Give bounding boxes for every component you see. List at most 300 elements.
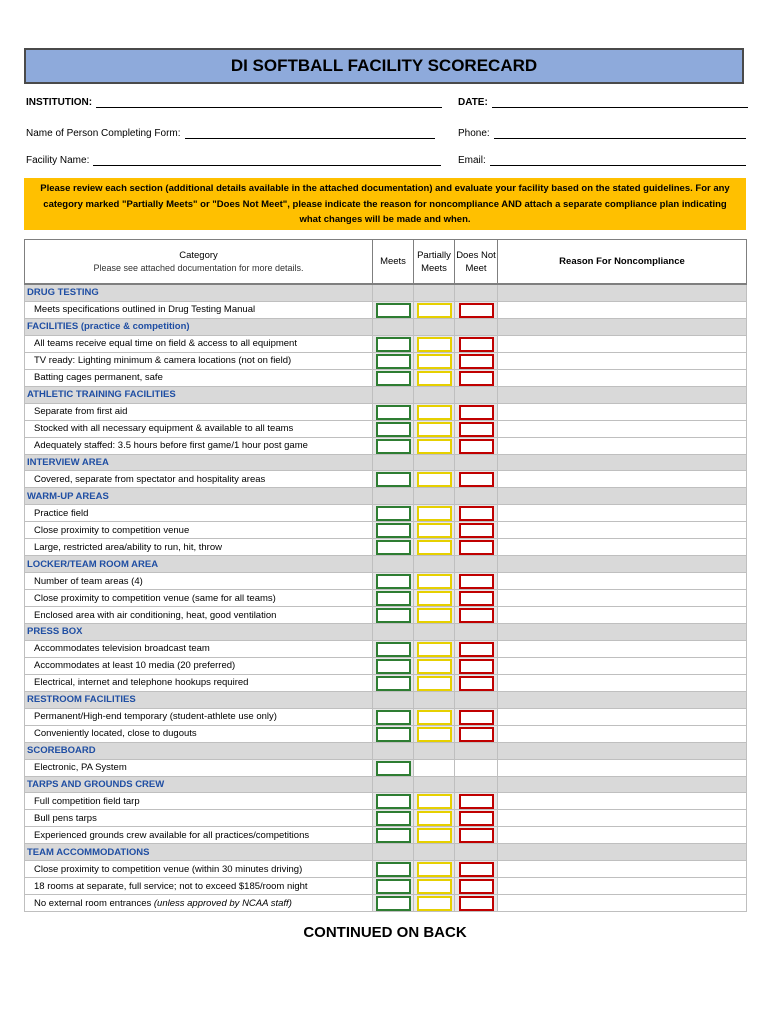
does-not-meet-checkbox[interactable] xyxy=(459,574,494,589)
reason-input-cell[interactable] xyxy=(498,590,747,607)
institution-field xyxy=(26,97,442,108)
section-empty-cell xyxy=(455,386,498,403)
section-empty-cell xyxy=(414,691,455,708)
page-title: DI SOFTBALL FACILITY SCORECARD xyxy=(24,48,744,84)
item-label-cell xyxy=(25,793,373,810)
does-not-meet-checkbox[interactable] xyxy=(459,337,494,352)
partially-meets-checkbox[interactable] xyxy=(417,354,452,369)
section-empty-cell xyxy=(373,386,414,403)
meets-checkbox[interactable] xyxy=(376,811,411,826)
rating-cell xyxy=(373,335,414,352)
section-row xyxy=(25,556,747,573)
does-not-meet-checkbox[interactable] xyxy=(459,439,494,454)
partially-meets-checkbox[interactable] xyxy=(417,896,452,911)
rating-cell xyxy=(414,352,455,369)
reason-input-cell[interactable] xyxy=(498,301,747,318)
meets-checkbox[interactable] xyxy=(376,506,411,521)
section-empty-cell xyxy=(373,488,414,505)
section-empty-cell xyxy=(498,691,747,708)
meets-checkbox[interactable] xyxy=(376,439,411,454)
section-empty-cell xyxy=(414,844,455,861)
section-empty-cell xyxy=(455,624,498,641)
section-row xyxy=(25,691,747,708)
section-empty-cell xyxy=(414,776,455,793)
partially-meets-checkbox[interactable] xyxy=(417,794,452,809)
item-label-cell xyxy=(25,590,373,607)
section-empty-cell xyxy=(455,488,498,505)
item-label: Bull pens tarps xyxy=(34,812,97,824)
does-not-meet-checkbox[interactable] xyxy=(459,879,494,894)
does-not-meet-checkbox[interactable] xyxy=(459,608,494,623)
meets-header: Meets xyxy=(373,240,414,285)
rating-cell xyxy=(414,640,455,657)
partially-meets-checkbox[interactable] xyxy=(417,676,452,691)
rating-cell xyxy=(414,793,455,810)
rating-cell xyxy=(455,539,498,556)
item-label: Full competition field tarp xyxy=(34,795,140,807)
section-empty-cell xyxy=(498,386,747,403)
item-label-cell xyxy=(25,522,373,539)
category-header-label: Category xyxy=(179,249,218,261)
partially-meets-checkbox[interactable] xyxy=(417,371,452,386)
section-empty-cell xyxy=(455,742,498,759)
rating-cell xyxy=(373,539,414,556)
date-input[interactable] xyxy=(492,97,748,108)
partially-meets-checkbox[interactable] xyxy=(417,472,452,487)
table-header xyxy=(25,240,747,285)
table-row xyxy=(25,607,747,624)
item-label: Practice field xyxy=(34,507,89,519)
does-not-meet-checkbox[interactable] xyxy=(459,506,494,521)
does-not-meet-checkbox[interactable] xyxy=(459,659,494,674)
item-label-cell xyxy=(25,301,373,318)
partially-meets-checkbox[interactable] xyxy=(417,405,452,420)
rating-cell xyxy=(373,403,414,420)
section-empty-cell xyxy=(455,284,498,301)
item-label: Close proximity to competition venue xyxy=(34,524,190,536)
item-label: Number of team areas (4) xyxy=(34,575,143,587)
meets-checkbox[interactable] xyxy=(376,303,411,318)
section-empty-cell xyxy=(498,624,747,641)
partially-meets-checkbox[interactable] xyxy=(417,523,452,538)
does-not-meet-checkbox[interactable] xyxy=(459,472,494,487)
partially-meets-checkbox[interactable] xyxy=(417,862,452,877)
does-not-meet-checkbox[interactable] xyxy=(459,727,494,742)
person-field xyxy=(26,128,435,139)
section-empty-cell xyxy=(498,454,747,471)
section-empty-cell xyxy=(498,284,747,301)
reason-input-cell[interactable] xyxy=(498,352,747,369)
rating-cell xyxy=(455,573,498,590)
does-not-meet-checkbox[interactable] xyxy=(459,896,494,911)
item-label-cell xyxy=(25,335,373,352)
meets-checkbox[interactable] xyxy=(376,862,411,877)
partially-meets-checkbox[interactable] xyxy=(417,811,452,826)
meets-checkbox[interactable] xyxy=(376,761,411,776)
meets-checkbox[interactable] xyxy=(376,710,411,725)
section-label: TEAM ACCOMMODATIONS xyxy=(25,844,373,861)
table-row xyxy=(25,895,747,912)
item-label: TV ready: Lighting minimum & camera locations (not on field) xyxy=(34,355,292,367)
meets-checkbox[interactable] xyxy=(376,591,411,606)
reason-input-cell[interactable] xyxy=(498,657,747,674)
does-not-meet-checkbox[interactable] xyxy=(459,794,494,809)
table-row xyxy=(25,810,747,827)
reason-input-cell[interactable] xyxy=(498,827,747,844)
table-row xyxy=(25,573,747,590)
rating-cell xyxy=(414,895,455,912)
rating-cell xyxy=(373,674,414,691)
does-not-meet-checkbox[interactable] xyxy=(459,540,494,555)
section-label: WARM-UP AREAS xyxy=(25,488,373,505)
item-label-cell xyxy=(25,539,373,556)
rating-cell xyxy=(455,352,498,369)
section-empty-cell xyxy=(373,556,414,573)
institution-label: INSTITUTION: xyxy=(26,97,93,108)
rating-cell xyxy=(455,335,498,352)
rating-cell xyxy=(373,573,414,590)
meets-checkbox[interactable] xyxy=(376,354,411,369)
rating-cell xyxy=(414,437,455,454)
item-label: Conveniently located, close to dugouts xyxy=(34,728,197,740)
rating-cell xyxy=(455,895,498,912)
rating-cell xyxy=(373,590,414,607)
does-not-meet-checkbox[interactable] xyxy=(459,405,494,420)
item-label: Batting cages permanent, safe xyxy=(34,372,163,384)
table-row xyxy=(25,301,747,318)
table-row xyxy=(25,505,747,522)
partially-meets-checkbox[interactable] xyxy=(417,540,452,555)
does-not-meet-checkbox[interactable] xyxy=(459,354,494,369)
section-row xyxy=(25,318,747,335)
rating-cell xyxy=(455,759,498,776)
email-label: Email: xyxy=(458,155,486,166)
partially-meets-checkbox[interactable] xyxy=(417,659,452,674)
section-empty-cell xyxy=(498,488,747,505)
item-label: Accommodates television broadcast team xyxy=(34,643,210,655)
item-label-cell xyxy=(25,674,373,691)
section-empty-cell xyxy=(498,318,747,335)
item-label-cell xyxy=(25,420,373,437)
meets-checkbox[interactable] xyxy=(376,642,411,657)
meets-checkbox[interactable] xyxy=(376,422,411,437)
table-row xyxy=(25,369,747,386)
table-row xyxy=(25,674,747,691)
table-row xyxy=(25,352,747,369)
meets-checkbox[interactable] xyxy=(376,794,411,809)
reason-input-cell[interactable] xyxy=(498,437,747,454)
partially-meets-checkbox[interactable] xyxy=(417,422,452,437)
item-label-cell xyxy=(25,827,373,844)
meets-checkbox[interactable] xyxy=(376,608,411,623)
item-label-cell xyxy=(25,607,373,624)
section-empty-cell xyxy=(455,844,498,861)
facility-field xyxy=(26,155,441,166)
partially-meets-checkbox[interactable] xyxy=(417,727,452,742)
meets-checkbox[interactable] xyxy=(376,523,411,538)
meets-checkbox[interactable] xyxy=(376,879,411,894)
rating-cell xyxy=(455,725,498,742)
reason-input-cell[interactable] xyxy=(498,793,747,810)
reason-input-cell[interactable] xyxy=(498,420,747,437)
reason-input-cell[interactable] xyxy=(498,640,747,657)
rating-cell xyxy=(455,301,498,318)
meets-checkbox[interactable] xyxy=(376,727,411,742)
rating-cell xyxy=(455,420,498,437)
section-label: SCOREBOARD xyxy=(25,742,373,759)
reason-input-cell[interactable] xyxy=(498,522,747,539)
table-row xyxy=(25,725,747,742)
reason-input-cell[interactable] xyxy=(498,539,747,556)
section-label: DRUG TESTING xyxy=(25,284,373,301)
rating-cell xyxy=(455,878,498,895)
section-label: LOCKER/TEAM ROOM AREA xyxy=(25,556,373,573)
section-label: PRESS BOX xyxy=(25,624,373,641)
rating-cell xyxy=(455,369,498,386)
item-label: Adequately staffed: 3.5 hours before first game/1 hour post game xyxy=(34,440,308,452)
table-row xyxy=(25,522,747,539)
rating-cell xyxy=(373,505,414,522)
partially-meets-checkbox[interactable] xyxy=(417,337,452,352)
section-empty-cell xyxy=(455,556,498,573)
meets-checkbox[interactable] xyxy=(376,371,411,386)
rating-cell xyxy=(455,793,498,810)
reason-input-cell[interactable] xyxy=(498,895,747,912)
email-field xyxy=(458,155,746,166)
rating-cell xyxy=(373,352,414,369)
rating-cell xyxy=(373,725,414,742)
reason-input-cell[interactable] xyxy=(498,878,747,895)
section-empty-cell xyxy=(414,556,455,573)
section-empty-cell xyxy=(414,318,455,335)
rating-cell xyxy=(373,895,414,912)
section-row xyxy=(25,776,747,793)
partially-meets-checkbox[interactable] xyxy=(417,828,452,843)
item-label: Stocked with all necessary equipment & available to all teams xyxy=(34,423,294,435)
table-row xyxy=(25,539,747,556)
item-label-cell xyxy=(25,369,373,386)
section-row xyxy=(25,624,747,641)
scorecard-rows xyxy=(25,284,747,912)
phone-input[interactable] xyxy=(494,128,746,139)
reason-input-cell[interactable] xyxy=(498,708,747,725)
partially-meets-checkbox[interactable] xyxy=(417,710,452,725)
rating-cell xyxy=(455,674,498,691)
table-row xyxy=(25,793,747,810)
reason-input-cell[interactable] xyxy=(498,607,747,624)
section-empty-cell xyxy=(373,776,414,793)
rating-cell xyxy=(414,335,455,352)
item-label-cell xyxy=(25,759,373,776)
item-label-cell xyxy=(25,573,373,590)
reason-input-cell[interactable] xyxy=(498,759,747,776)
reason-input-cell[interactable] xyxy=(498,861,747,878)
item-label: Close proximity to competition venue (within 30 minutes driving) xyxy=(34,863,303,875)
item-label: Separate from first aid xyxy=(34,406,128,418)
phone-field xyxy=(458,128,746,139)
partially-meets-checkbox[interactable] xyxy=(417,574,452,589)
item-label-cell xyxy=(25,725,373,742)
partially-meets-checkbox[interactable] xyxy=(417,608,452,623)
does-not-meet-checkbox[interactable] xyxy=(459,828,494,843)
scorecard-table xyxy=(24,239,747,912)
section-empty-cell xyxy=(414,488,455,505)
reason-input-cell[interactable] xyxy=(498,403,747,420)
date-field xyxy=(458,97,748,108)
does-not-meet-checkbox[interactable] xyxy=(459,862,494,877)
rating-cell xyxy=(414,301,455,318)
item-label: Experienced grounds crew available for all practices/competitions xyxy=(34,829,310,841)
person-input[interactable] xyxy=(185,128,435,139)
meets-checkbox[interactable] xyxy=(376,337,411,352)
section-empty-cell xyxy=(373,284,414,301)
rating-cell xyxy=(414,759,455,776)
rating-cell xyxy=(414,827,455,844)
section-empty-cell xyxy=(414,742,455,759)
table-row xyxy=(25,471,747,488)
table-row xyxy=(25,759,747,776)
partially-meets-checkbox[interactable] xyxy=(417,591,452,606)
item-label-cell xyxy=(25,437,373,454)
item-label: All teams receive equal time on field & access to all equipment xyxy=(34,338,297,350)
rating-cell xyxy=(373,471,414,488)
section-empty-cell xyxy=(373,318,414,335)
rating-cell xyxy=(414,708,455,725)
section-empty-cell xyxy=(414,454,455,471)
meets-checkbox[interactable] xyxy=(376,540,411,555)
reason-input-cell[interactable] xyxy=(498,573,747,590)
does-not-meet-checkbox[interactable] xyxy=(459,303,494,318)
table-row xyxy=(25,827,747,844)
section-empty-cell xyxy=(498,556,747,573)
meets-checkbox[interactable] xyxy=(376,896,411,911)
email-input[interactable] xyxy=(490,155,746,166)
rating-cell xyxy=(414,607,455,624)
section-row xyxy=(25,742,747,759)
section-row xyxy=(25,844,747,861)
rating-cell xyxy=(414,403,455,420)
rating-cell xyxy=(373,522,414,539)
item-label: No external room entrances xyxy=(34,897,152,909)
meets-checkbox[interactable] xyxy=(376,676,411,691)
partially-meets-checkbox[interactable] xyxy=(417,642,452,657)
item-label: Permanent/High-end temporary (student-athlete use only) xyxy=(34,711,277,723)
reason-input-cell[interactable] xyxy=(498,810,747,827)
rating-cell xyxy=(414,505,455,522)
partially-meets-checkbox[interactable] xyxy=(417,879,452,894)
meets-checkbox[interactable] xyxy=(376,405,411,420)
item-label: Electronic, PA System xyxy=(34,762,127,774)
facility-label: Facility Name: xyxy=(26,155,90,166)
partially-meets-checkbox[interactable] xyxy=(417,303,452,318)
section-row xyxy=(25,488,747,505)
does-not-meet-checkbox[interactable] xyxy=(459,371,494,386)
item-label: Meets specifications outlined in Drug Testing Manual xyxy=(34,304,256,316)
continued-on-back: CONTINUED ON BACK xyxy=(303,924,467,941)
item-label: 18 rooms at separate, full service; not to exceed $185/room night xyxy=(34,880,308,892)
rating-cell xyxy=(414,420,455,437)
item-label: Accommodates at least 10 media (20 preferred) xyxy=(34,660,236,672)
reason-input-cell[interactable] xyxy=(498,335,747,352)
table-row xyxy=(25,403,747,420)
instructions-notice: Please review each section (additional details available in the attached documentation) and evaluate your facility based on the stated guidelines. For any category marked "Partially Meets" or "Does Not Meet", please indicate the reason for noncompliance AND attach a separate compliance plan indicating what changes will be made and when. xyxy=(24,178,746,230)
section-label: FACILITIES (practice & competition) xyxy=(25,318,373,335)
section-label: ATHLETIC TRAINING FACILITIES xyxy=(25,386,373,403)
rating-cell xyxy=(373,827,414,844)
rating-cell xyxy=(414,522,455,539)
reason-input-cell[interactable] xyxy=(498,674,747,691)
reason-input-cell[interactable] xyxy=(498,369,747,386)
rating-cell xyxy=(455,708,498,725)
rating-cell xyxy=(455,827,498,844)
table-row xyxy=(25,861,747,878)
section-empty-cell xyxy=(455,318,498,335)
category-header xyxy=(25,240,373,285)
item-label-cell xyxy=(25,657,373,674)
rating-cell xyxy=(373,420,414,437)
item-label: Large, restricted area/ability to run, hit, throw xyxy=(34,541,222,553)
rating-cell xyxy=(455,437,498,454)
does-not-meet-checkbox[interactable] xyxy=(459,591,494,606)
rating-cell xyxy=(373,759,414,776)
partially-meets-checkbox[interactable] xyxy=(417,439,452,454)
rating-cell xyxy=(373,640,414,657)
reason-input-cell[interactable] xyxy=(498,505,747,522)
reason-input-cell[interactable] xyxy=(498,725,747,742)
reason-input-cell[interactable] xyxy=(498,471,747,488)
institution-input[interactable] xyxy=(96,97,442,108)
table-row xyxy=(25,640,747,657)
meets-checkbox[interactable] xyxy=(376,472,411,487)
does-not-meet-header: Does Not Meet xyxy=(455,240,498,285)
item-label-cell xyxy=(25,810,373,827)
rating-cell xyxy=(373,657,414,674)
rating-cell xyxy=(414,573,455,590)
table-row xyxy=(25,437,747,454)
item-label-cell xyxy=(25,403,373,420)
partially-meets-header: Partially Meets xyxy=(414,240,455,285)
meets-checkbox[interactable] xyxy=(376,659,411,674)
rating-cell xyxy=(414,539,455,556)
section-label: TARPS AND GROUNDS CREW xyxy=(25,776,373,793)
rating-cell xyxy=(455,607,498,624)
does-not-meet-checkbox[interactable] xyxy=(459,523,494,538)
item-label: Close proximity to competition venue (same for all teams) xyxy=(34,592,276,604)
does-not-meet-checkbox[interactable] xyxy=(459,642,494,657)
table-row xyxy=(25,335,747,352)
does-not-meet-checkbox[interactable] xyxy=(459,676,494,691)
item-label-cell xyxy=(25,352,373,369)
does-not-meet-checkbox[interactable] xyxy=(459,710,494,725)
item-label-note: (unless approved by NCAA staff) xyxy=(153,897,292,909)
meets-checkbox[interactable] xyxy=(376,574,411,589)
rating-cell xyxy=(373,607,414,624)
rating-cell xyxy=(455,590,498,607)
item-label-cell xyxy=(25,471,373,488)
rating-cell xyxy=(455,505,498,522)
section-row xyxy=(25,454,747,471)
does-not-meet-checkbox[interactable] xyxy=(459,811,494,826)
partially-meets-checkbox[interactable] xyxy=(417,506,452,521)
meets-checkbox[interactable] xyxy=(376,828,411,843)
item-label: Covered, separate from spectator and hospitality areas xyxy=(34,473,266,485)
section-row xyxy=(25,284,747,301)
section-empty-cell xyxy=(373,844,414,861)
does-not-meet-checkbox[interactable] xyxy=(459,422,494,437)
section-empty-cell xyxy=(455,776,498,793)
facility-input[interactable] xyxy=(93,155,441,166)
section-empty-cell xyxy=(373,691,414,708)
